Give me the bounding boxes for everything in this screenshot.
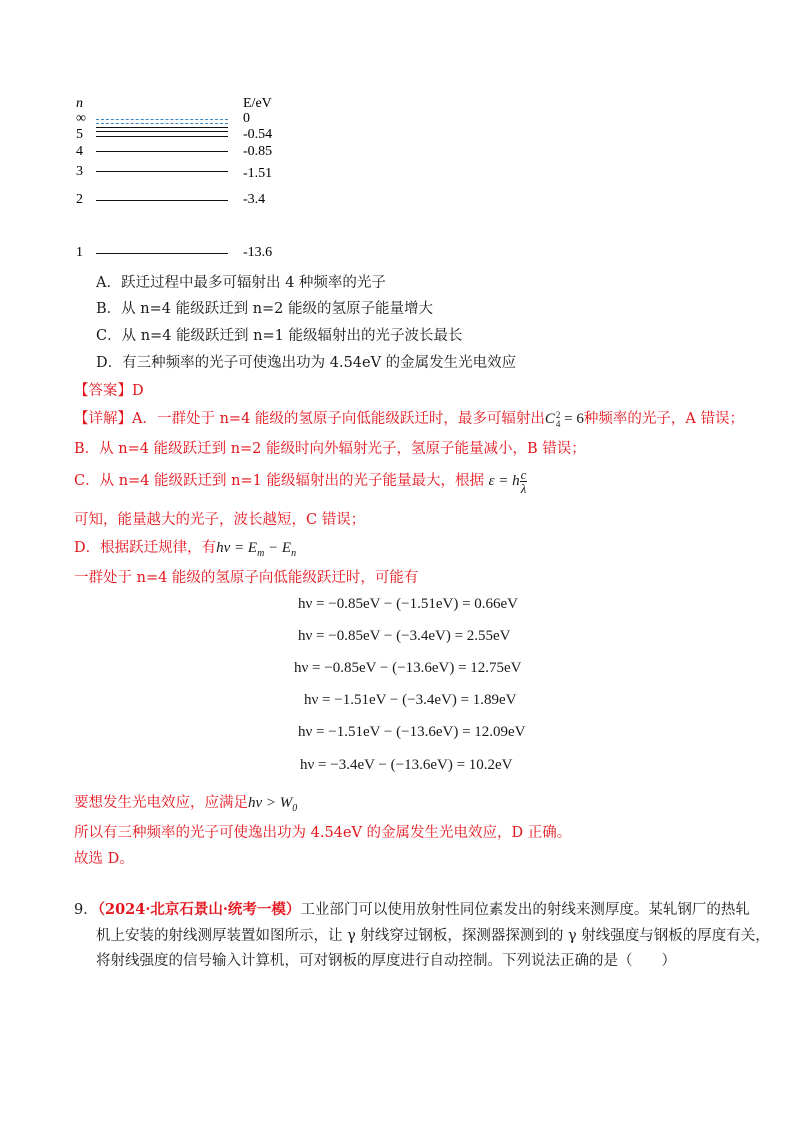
level-n-3: 3 [76,164,83,179]
option-a: A．跃迁过程中最多可辐射出 4 种频率的光子 [96,275,386,291]
level-line-2 [96,200,228,201]
explanation-group: 一群处于 n=4 能级的氢原子向低能级跃迁时，可能有 [74,570,419,586]
explanation-c [74,468,527,495]
photoelectric-condition: 要想发生光电效应，应满足$h\nu > W_0$ [74,795,298,814]
equation-row: hν = −3.4eV − (−13.6eV) = 10.2eV [300,757,513,773]
explanation-a-text: A．一群处于 n=4 能级的氢原子向低能级跃迁时，最多可辐射出 [132,411,545,427]
level-energy-2: -3.4 [243,192,266,207]
question-9-line-3: 将射线强度的信号输入计算机，可对钢板的厚度进行自动控制。下列说法正确的是（ ） [96,953,676,969]
explanation-result: 所以有三种频率的光子可使逸出功为 4.54eV 的金属发生光电效应，D 正确。 [74,825,572,841]
level-line-4 [96,151,228,152]
answer-value: D [132,383,144,399]
level-n-1: 1 [76,245,83,260]
level-n-2: 2 [76,192,83,207]
level-line-3 [96,171,228,172]
equation-row: hν = −1.51eV − (−3.4eV) = 1.89eV [304,692,517,708]
explanation-label: 【详解】 [74,411,132,427]
level-energy-4: -0.85 [243,144,273,159]
question-9-line-2: 机上安装的射线测厚装置如图所示，让 γ 射线穿过钢板，探测器探测到的 γ 射线强度与钢板的厚度有关， [96,928,770,944]
explanation-b: B．从 n=4 能级跃迁到 n=2 能级时向外辐射光子，氢原子能量减小，B 错误； [74,441,586,457]
level-n-infinity: ∞ [76,111,86,126]
equation-row: hν = −1.51eV − (−13.6eV) = 12.09eV [298,724,526,740]
question-9-text-1: 工业部门可以使用放射性同位素发出的射线来测厚度。某轧钢厂的热轧 [300,902,750,918]
transition-formula: $h\nu = E_m - E_n$ [216,540,297,559]
question-9-source: （2024·北京石景山·统考一模） [97,901,301,918]
level-energy-infinity: 0 [243,111,250,126]
explanation-final: 故选 D。 [74,851,134,867]
equation-row: hν = −0.85eV − (−13.6eV) = 12.75eV [294,660,522,676]
answer-line [74,379,144,400]
explanation-a [74,407,744,429]
option-b: B．从 n=4 能级跃迁到 n=2 能级的氢原子能量增大 [96,301,434,317]
option-c: C．从 n=4 能级跃迁到 n=1 能级辐射出的光子波长最长 [96,328,463,344]
level-energy-1: -13.6 [243,245,273,260]
explanation-d [74,536,296,559]
equation-row: hν = −0.85eV − (−3.4eV) = 2.55eV [298,628,511,644]
level-energy-3: -1.51 [243,166,273,181]
explanation-d-text: D．根据跃迁规律，有 [74,540,217,556]
n-axis-header: n [76,96,83,111]
level-n-5: 5 [76,127,83,142]
level-line-high-2 [96,131,228,132]
photon-energy-formula: ε = h $\frac{c}{\lambda}$ [488,467,527,496]
level-line-5 [96,136,228,137]
level-energy-5: -0.54 [243,127,273,142]
answer-label: 【答案】 [74,383,132,399]
equation-row: hν = −0.85eV − (−1.51eV) = 0.66eV [298,596,519,612]
explanation-c-conclusion: 可知，能量越大的光子，波长越短，C 错误； [74,512,366,528]
level-line-high-1 [96,127,228,128]
question-9-number: 9． [74,902,98,918]
question-9-line-1 [74,898,750,919]
level-n-4: 4 [76,144,83,159]
level-line-1 [96,253,228,254]
combination-formula: C 2 4 = 6 [544,409,584,429]
level-line-infinity [96,119,228,120]
explanation-a-end: 种频率的光子，A 错误； [583,411,744,427]
level-line-continuum [96,123,228,124]
option-d: D．有三种频率的光子可使逸出功为 4.54eV 的金属发生光电效应 [96,355,517,371]
explanation-c-text: C．从 n=4 能级跃迁到 n=1 能级辐射出的光子能量最大，根据 [74,472,484,489]
condition-formula: $h\nu > W_0$ [248,795,298,814]
energy-axis-header: E/eV [243,96,272,111]
